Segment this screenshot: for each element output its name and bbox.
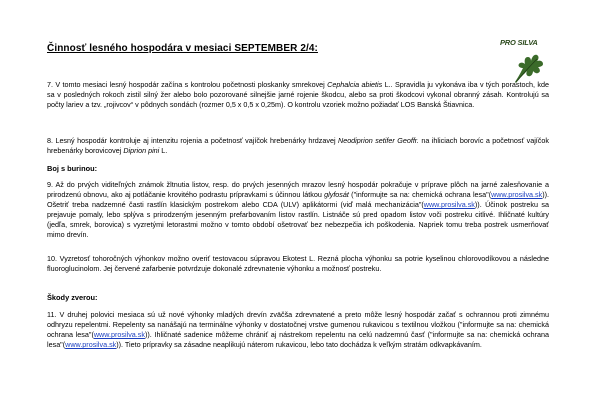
species-name: Cephalcia abietis (327, 80, 383, 89)
species-name: Diprion pini (123, 146, 160, 156)
prosilva-link[interactable]: www.prosilva.sk (93, 330, 145, 340)
page-title: Činnosť lesného hospodára v mesiaci SEPTEMBER 2/4: (47, 43, 318, 54)
pro-silva-logo (499, 38, 549, 86)
section-heading-weeds: Boj s burinou: (47, 164, 98, 173)
paragraph-11: 11. V druhej polovici mesiaca sú už nové výhonky mladých drevín zväčša zdrevnatené a preto môže lesný hospodár začať s ochrannou proti zimnému odhryzu repelentmi. Repelenty sa nanášajú na terminálne výhonky v dostatočnej vrstve gumenou rukavicou s textilnou vložkou ("informujte sa na: chemická ochrana lesa"(www.prosilva.sk)). Ihličnaté sadenice môžeme chrániť aj nástrekom repelentu na celú nadzemnú časť ("informujte sa na: chemická ochrana lesa"(www.prosilva.sk)). Tieto prípravky sa zásadne neaplikujú náterom rukavicou, lebo tato dochádza k veľkým stratám odkvapkávaním. (47, 310, 549, 350)
paragraph-9: 9. Až do prvých viditeľných známok žltnutia listov, resp. do prvých jesenných mrazov lesný hospodár pokračuje v príprave plôch na jarné zalesňovanie a prirodzenú obnovu, ako aj potláčanie krovitého podrastu prípravkami s účinnou látkou glyfosát ("informujte sa na: chemická ochrana lesa"(www.prosilva.sk)). Ošetriť treba nadzemné časti rastlín klasickým postrekom alebo CDA (ULV) aplikátormi (viď malá mechanizácia"(www.prosilva.sk)). Účinok postreku sa prejavuje pomaly, lebo splýva s prirodzeným jesenným prefarbovaním listov rastlín. Listnáče sú pred opadom listov voči postreku citlivé. Ihličnaté kultúry (jedľa, smrek, borovica) s vyzretými letorastmi možno v tomto období ošetrovať bez nebezpečia ich poškodenia. Napriek tomu treba postrek usmerňovať mimo drevín. (47, 180, 550, 240)
paragraph-8: 8. Lesný hospodár kontroluje aj intenzitu rojenia a početnosť vajíčok hrebenárky hrdzavej Neodiprion setifer Geoffr. na ihliciach borovíc a početnosť vajíčok hrebenárky borovicovej Diprion pini L. (47, 136, 549, 156)
prosilva-link[interactable]: www.prosilva.sk (65, 340, 117, 350)
section-heading-game-damage: Škody zverou: (47, 293, 98, 302)
species-name: Neodiprion setifer Geoffr. (338, 136, 419, 145)
paragraph-10: 10. Vyzretosť tohoročných výhonkov možno overiť testovacou súpravou Ekotest L. Rezná plocha výhonku sa potrie kyselinou chlorovodíkovou a následne fluoroglucinolom. Jej červené zafarbenie potvrdzuje dokonalé zdrevnatenie výhonku a možnosť postreku. (47, 254, 549, 274)
paragraph-7: 7. V tomto mesiaci lesný hospodár začína s kontrolou početnosti ploskanky smrekovej Cephalcia abietis L.. Spravidla ju vykonáva iba v tých porastoch, kde sa v posledných rokoch zistil silný žer alebo bolo pozorované silnejšie jarné rojenie škodcu, alebo sa proti škodcovi vykonal obranný zásah. Kontrolujú sa počty lariev a tzv. „rojivcov“ v pôdnych sondách (rozmer 0,5 x 0,5 x 0,25m). O kontrolu vzoriek možno požiadať LOS Banská Štiavnica. (47, 80, 550, 110)
prosilva-link[interactable]: www.prosilva.sk (491, 190, 543, 200)
logo-text: PRO SILVA (500, 38, 538, 47)
prosilva-link[interactable]: www.prosilva.sk (423, 200, 475, 210)
